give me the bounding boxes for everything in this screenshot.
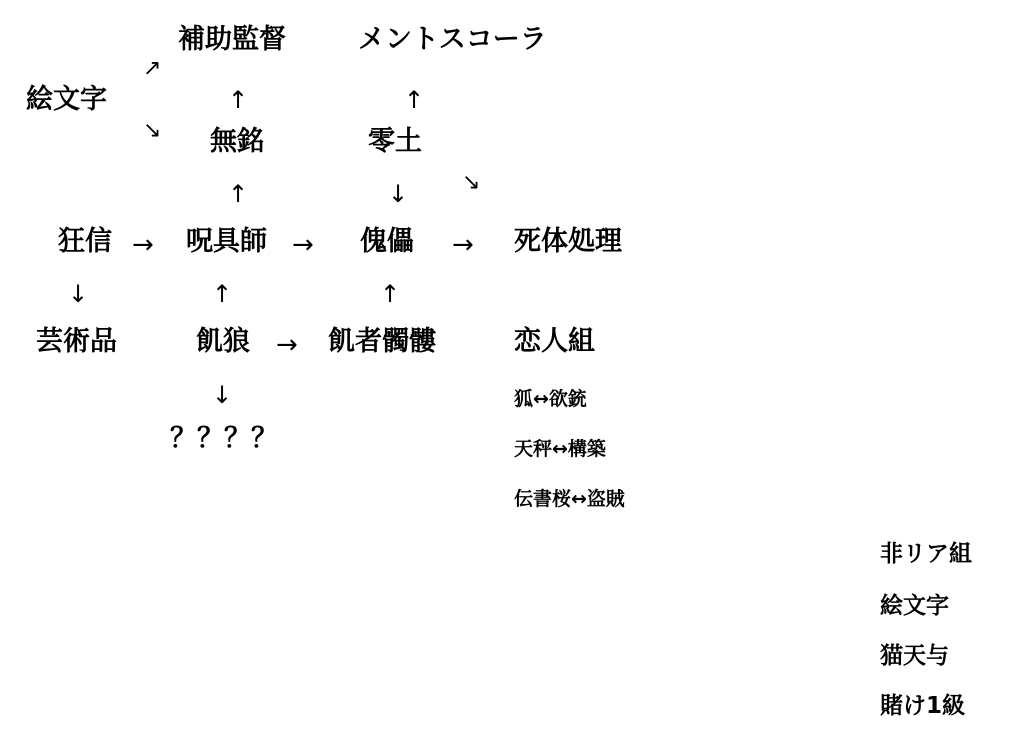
- diagram-node-n_pair3: 伝書桜↔盗賊: [514, 488, 625, 510]
- diagram-node-n_kyoshin: 狂信: [58, 226, 112, 257]
- diagram-node-n_koibitogumi: 恋人組: [514, 326, 595, 357]
- diagram-node-n_pair2: 天秤↔構築: [514, 438, 606, 460]
- diagram-node-n_kake1kyu: 賭け1級: [880, 693, 966, 719]
- diagram-node-n_mentoscola: メントスコーラ: [358, 24, 547, 55]
- diagram-node-n_emoji2: 絵文字: [880, 593, 949, 619]
- diagram-arrow-a_reido_to_shitaishori: ↘: [462, 170, 481, 195]
- diagram-node-n_hiriagumi: 非リア組: [880, 541, 972, 567]
- diagram-node-n_unknown: ？？？？: [170, 423, 278, 454]
- diagram-node-n_geijutsuhin: 芸術品: [36, 326, 117, 357]
- diagram-arrow-a_kirou_to_unknown: ↓: [212, 381, 233, 409]
- diagram-node-n_shitaishori: 死体処理: [514, 226, 622, 257]
- diagram-arrow-a_kirou_to_kisha: →: [276, 330, 298, 360]
- diagram-arrow-a_kairai_to_shitaishori: →: [452, 230, 474, 260]
- diagram-node-n_emoji: 絵文字: [26, 84, 107, 115]
- diagram-arrow-a_kirou_to_jugushi: ↑: [212, 280, 233, 308]
- diagram-node-n_mumei: 無銘: [210, 126, 264, 157]
- diagram-arrow-a_emoji_to_mumei: ↘: [143, 118, 162, 143]
- diagram-arrow-a_emoji_to_hojokantoku: ↗: [143, 56, 162, 81]
- diagram-arrow-a_kisha_to_kairai: ↑: [380, 280, 401, 308]
- diagram-arrow-a_kyoshin_to_geijutsuhin: ↓: [68, 280, 89, 308]
- diagram-node-n_kairai: 傀儡: [360, 226, 414, 257]
- diagram-arrow-a_reido_to_kairai: ↓: [388, 180, 409, 208]
- diagram-arrow-a_jugushi_to_mumei: ↑: [228, 180, 249, 208]
- diagram-node-n_kisha: 飢者髑髏: [328, 326, 436, 357]
- diagram-node-n_jugushi: 呪具師: [186, 226, 267, 257]
- diagram-node-n_reido: 零土: [368, 126, 422, 157]
- diagram-node-n_nekotenyo: 猫天与: [880, 643, 949, 669]
- diagram-node-n_pair1: 狐↔欲銃: [514, 388, 587, 410]
- diagram-node-n_kirou: 飢狼: [196, 326, 250, 357]
- diagram-arrow-a_reido_to_mentoscola: ↑: [404, 86, 425, 114]
- diagram-node-n_hojokantoku: 補助監督: [178, 24, 286, 55]
- diagram-arrow-a_jugushi_to_kairai: →: [292, 230, 314, 260]
- diagram-arrow-a_mumei_to_hojokantoku: ↑: [228, 86, 249, 114]
- diagram-arrow-a_kyoshin_to_jugushi: →: [132, 230, 154, 260]
